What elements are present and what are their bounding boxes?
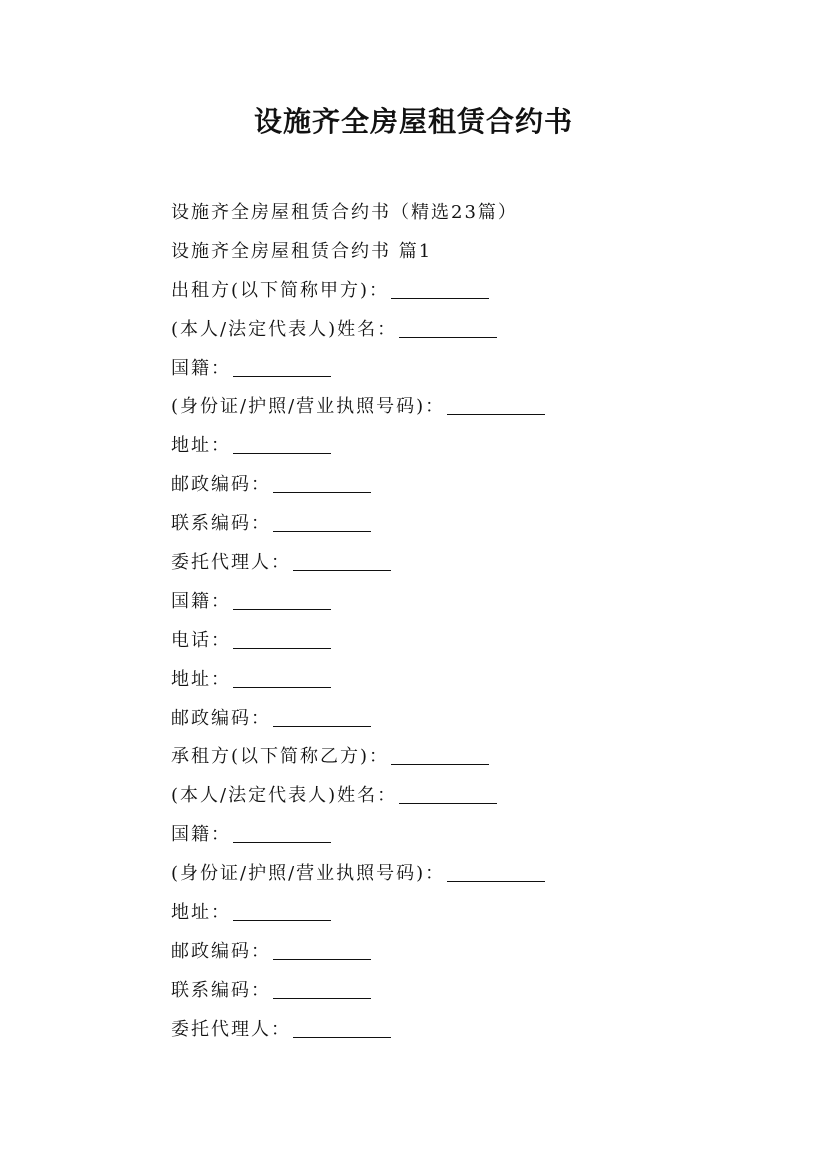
document-line (171, 738, 771, 777)
line-text: 国籍： (171, 824, 231, 846)
document-line (171, 894, 771, 933)
document-line (171, 194, 771, 233)
fill-in-blank (447, 880, 545, 882)
fill-in-blank (273, 958, 371, 960)
fill-in-blank (273, 725, 371, 727)
line-text: 电话： (171, 629, 231, 651)
fill-in-blank (399, 336, 497, 338)
document-line (171, 350, 771, 389)
fill-in-blank (273, 530, 371, 532)
line-text: 设施齐全房屋租赁合约书 篇1 (171, 240, 433, 262)
fill-in-blank (273, 491, 371, 493)
document-line (171, 661, 771, 700)
fill-in-blank (447, 413, 545, 415)
document-line (171, 466, 771, 505)
line-text: 国籍： (171, 590, 231, 612)
document-line (171, 622, 771, 661)
fill-in-blank (273, 997, 371, 999)
fill-in-blank (233, 452, 331, 454)
document-line (171, 700, 771, 739)
document-line (171, 311, 771, 350)
document-line (171, 505, 771, 544)
fill-in-blank (233, 841, 331, 843)
document-line (171, 544, 771, 583)
line-text: 地址： (171, 902, 231, 924)
document-line (171, 272, 771, 311)
fill-in-blank (233, 375, 331, 377)
line-text: (本人/法定代表人)姓名： (171, 318, 398, 340)
line-text: 委托代理人： (171, 552, 291, 574)
document-line (171, 972, 771, 1011)
fill-in-blank (293, 569, 391, 571)
line-text: 邮政编码： (171, 474, 271, 496)
fill-in-blank (233, 919, 331, 921)
line-text: 邮政编码： (171, 940, 271, 962)
document-line (171, 233, 771, 272)
line-text: 出租方(以下简称甲方)： (171, 279, 390, 301)
fill-in-blank (233, 608, 331, 610)
fill-in-blank (233, 686, 331, 688)
document-line (171, 855, 771, 894)
line-text: 邮政编码： (171, 707, 271, 729)
document-line (171, 777, 771, 816)
line-text: (身份证/护照/营业执照号码)： (171, 396, 446, 418)
document-body (171, 194, 771, 1050)
line-text: 承租方(以下简称乙方)： (171, 746, 390, 768)
fill-in-blank (391, 763, 489, 765)
line-text: 联系编码： (171, 513, 271, 535)
document-line (171, 583, 771, 622)
fill-in-blank (391, 297, 489, 299)
line-text: 地址： (171, 435, 231, 457)
fill-in-blank (293, 1036, 391, 1038)
line-text: (身份证/护照/营业执照号码)： (171, 863, 446, 885)
document-line (171, 388, 771, 427)
line-text: 国籍： (171, 357, 231, 379)
fill-in-blank (399, 802, 497, 804)
line-text: 设施齐全房屋租赁合约书（精选23篇） (171, 202, 518, 223)
line-text: (本人/法定代表人)姓名： (171, 785, 398, 807)
document-line (171, 427, 771, 466)
line-text: 委托代理人： (171, 1018, 291, 1040)
document-line (171, 1011, 771, 1050)
line-text: 地址： (171, 668, 231, 690)
line-text: 联系编码： (171, 979, 271, 1001)
document-line (171, 816, 771, 855)
document-line (171, 933, 771, 972)
document-title: 设施齐全房屋租赁合约书 (253, 105, 573, 138)
fill-in-blank (233, 647, 331, 649)
